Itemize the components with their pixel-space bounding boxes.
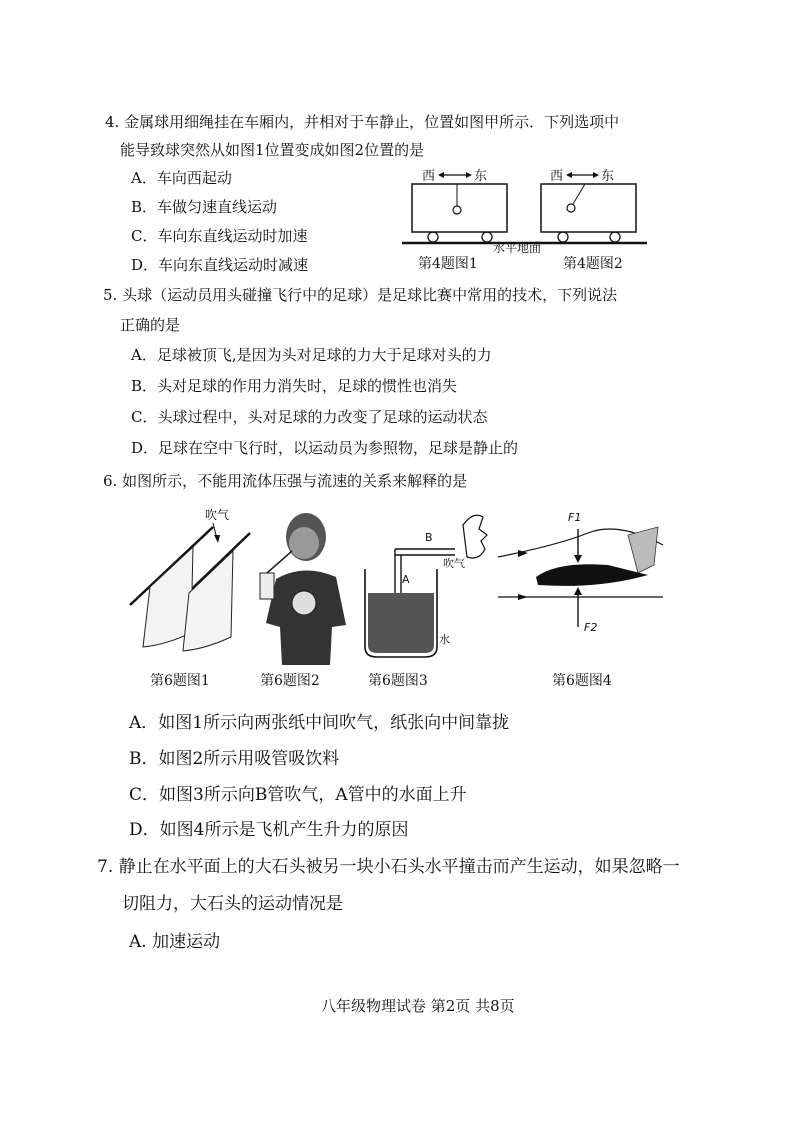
q5-option-a: A．足球被顶飞,是因为头对足球的力大于足球对头的力 (131, 346, 492, 364)
q4-fig2-ball (567, 204, 575, 212)
q6-fig4-label-f1: F1 (568, 511, 582, 524)
q5-stem-line1: 5. 头球（运动员用头碰撞飞行中的足球）是足球比赛中常用的技术，下列说法 (103, 286, 618, 304)
q6-fig4-label-f2: F2 (584, 621, 598, 634)
q6-stem: 6. 如图所示，不能用流体压强与流速的关系来解释的是 (103, 472, 468, 490)
q5-option-c: C．头球过程中，头对足球的力改变了足球的运动状态 (131, 408, 488, 426)
q4-option-d: D．车向东直线运动时减速 (131, 256, 309, 274)
q6-figure-2 (254, 505, 354, 665)
page-footer: 八年级物理试卷 第2页 共8页 (321, 997, 515, 1015)
q6-figure-4 (498, 505, 673, 635)
q4-fig2-car-body (541, 184, 636, 232)
q4-option-c: C．车向东直线运动时加速 (131, 227, 308, 245)
q6-fig2-cup (260, 573, 274, 599)
q6-fig3-caption: 第6题图3 (368, 673, 428, 689)
q5-option-d: D．足球在空中飞行时，以运动员为参照物，足球是静止的 (131, 439, 519, 457)
q6-option-d: D．如图4所示是飞机产生升力的原因 (129, 820, 409, 840)
q6-fig1-blow-label: 吹气 (205, 508, 230, 522)
q5-stem-line2: 正确的是 (120, 316, 181, 334)
q6-fig2-shirt (266, 570, 346, 665)
q6-fig3-face (463, 515, 487, 558)
q4-fig1-caption: 第4题图1 (418, 256, 478, 272)
q5-option-b: B．头对足球的作用力消失时，足球的惯性也消失 (131, 377, 458, 395)
q4-fig1-ball (453, 206, 461, 214)
q6-fig3-blow-label: 吹气 (443, 557, 465, 570)
q4-stem-line1: 4. 金属球用细绳挂在车厢内，并相对于车静止，位置如图甲所示．下列选项中 (105, 113, 620, 131)
q6-figure-1 (125, 505, 255, 655)
q4-option-b: B．车做匀速直线运动 (131, 198, 278, 216)
q6-option-a: A．如图1所示向两张纸中间吹气，纸张向中间靠拢 (129, 713, 510, 733)
q4-stem-line2: 能导致球突然从如图1位置变成如图2位置的是 (120, 141, 425, 159)
q4-fig2-east-label: 东 (601, 169, 615, 184)
q7-stem-line2: 切阻力，大石头的运动情况是 (122, 894, 343, 914)
q6-fig3-water (368, 593, 434, 653)
q4-ground-label: 水平地面 (493, 241, 542, 255)
q6-fig2-straw (267, 551, 292, 573)
q6-fig1-caption: 第6题图1 (150, 673, 210, 689)
q6-fig3-label-a: A (402, 573, 410, 586)
q6-fig2-caption: 第6题图2 (260, 673, 320, 689)
q6-fig3-label-b: B (425, 531, 433, 544)
q4-option-a: A．车向西起动 (131, 169, 232, 187)
q6-option-b: B．如图2所示用吸管吸饮料 (129, 749, 340, 769)
q4-fig1-west-label: 西 (422, 169, 436, 184)
q4-figure-2 (537, 162, 657, 262)
q4-fig2-caption: 第4题图2 (563, 256, 623, 272)
q4-fig2-west-label: 西 (550, 169, 564, 184)
q7-stem-line1: 7. 静止在水平面上的大石头被另一块小石头水平撞击而产生运动，如果忽略一 (97, 857, 680, 877)
q6-figure-3 (355, 505, 500, 665)
q6-fig3-water-label: 水 (439, 633, 450, 646)
q6-option-c: C．如图3所示向B管吹气，A管中的水面上升 (129, 785, 467, 805)
q7-option-a: A. 加速运动 (129, 932, 221, 952)
q4-fig1-east-label: 东 (474, 169, 488, 184)
q6-fig4-airfoil (536, 564, 648, 586)
q6-fig4-caption: 第6题图4 (552, 673, 612, 689)
q4-fig1-car-body (412, 184, 507, 232)
